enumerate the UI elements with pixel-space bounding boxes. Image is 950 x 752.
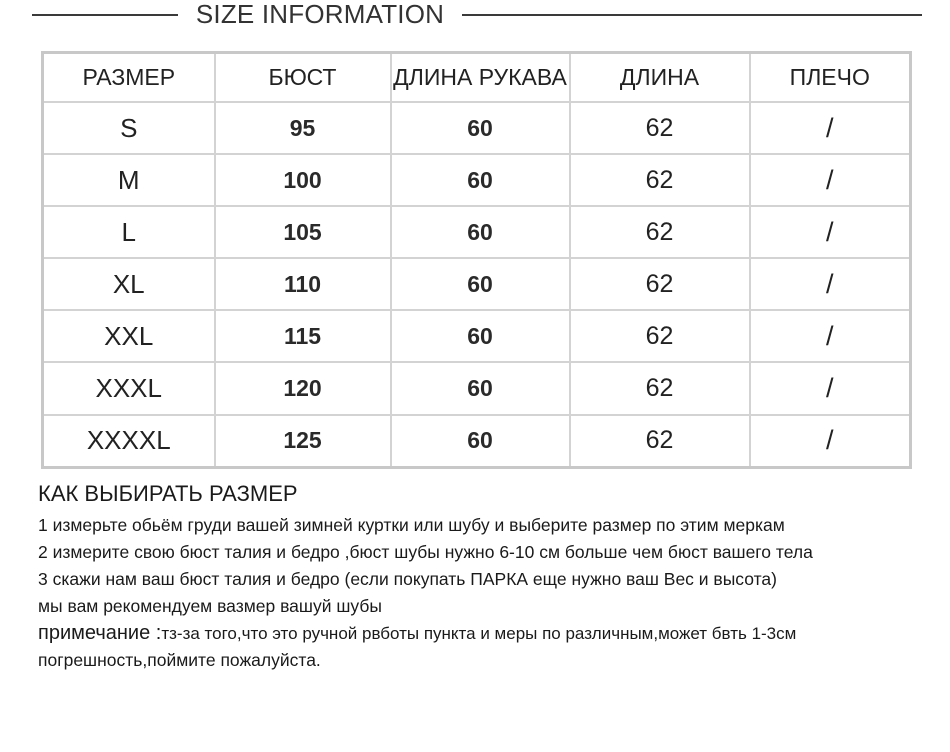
notes-step-1: 1 измерьте обьём груди вашей зимней куртки или шубу и выберите размер по этим меркам [38,515,785,535]
cell-size: S [43,102,215,154]
cell-length: 62 [570,415,750,468]
header-length: ДЛИНА [570,53,750,103]
cell-sleeve-length: 60 [391,362,570,414]
cell-shoulder: / [750,258,911,310]
cell-size: L [43,206,215,258]
cell-shoulder: / [750,310,911,362]
cell-sleeve-length: 60 [391,310,570,362]
cell-length: 62 [570,310,750,362]
notes-apology: погрешность,поймите пожалуйста. [38,650,321,670]
notes-step-2: 2 измерите свою бюст талия и бедро ,бюст шубы нужно 6-10 см больше чем бюст вашего тела [38,542,813,562]
table-row [43,154,911,206]
page-title: SIZE INFORMATION [195,0,445,29]
table-row [43,415,911,468]
notes-remark-text: тз-за того,что это ручной рвботы пункта и меры по различным,может бвть 1-3см [161,624,797,643]
header-bust: БЮСТ [215,53,391,103]
cell-sleeve-length: 60 [391,206,570,258]
cell-length: 62 [570,154,750,206]
cell-size: M [43,154,215,206]
title-divider-left [32,14,178,16]
cell-bust: 115 [215,310,391,362]
title-row [0,0,950,30]
cell-shoulder: / [750,415,911,468]
cell-bust: 95 [215,102,391,154]
cell-sleeve-length: 60 [391,154,570,206]
cell-sleeve-length: 60 [391,258,570,310]
cell-size: XXXL [43,362,215,414]
header-size: РАЗМЕР [43,53,215,103]
cell-size: XXXXL [43,415,215,468]
cell-shoulder: / [750,206,911,258]
size-table [41,51,912,469]
notes-recommendation: мы вам рекомендуем вазмер вашуй шубы [38,596,382,616]
cell-length: 62 [570,258,750,310]
cell-length: 62 [570,206,750,258]
table-row [43,310,911,362]
notes-heading: КАК ВЫБИРАТЬ РАЗМЕР [38,481,298,506]
title-divider-right [462,14,922,16]
cell-bust: 120 [215,362,391,414]
cell-shoulder: / [750,102,911,154]
cell-length: 62 [570,102,750,154]
cell-bust: 125 [215,415,391,468]
size-guide-notes [38,480,938,674]
notes-remark-label: примечание : [38,622,162,644]
table-header-row [43,53,911,103]
table-row [43,206,911,258]
cell-sleeve-length: 60 [391,415,570,468]
notes-remark [38,620,938,647]
table-row [43,102,911,154]
cell-shoulder: / [750,154,911,206]
cell-length: 62 [570,362,750,414]
notes-step-3: 3 скажи нам ваш бюст талия и бедро (если покупать ПАРКА еще нужно ваш Вес и высота) [38,569,777,589]
cell-shoulder: / [750,362,911,414]
cell-bust: 110 [215,258,391,310]
cell-size: XXL [43,310,215,362]
header-sleeve-length: ДЛИНА РУКАВА [391,53,570,103]
cell-size: XL [43,258,215,310]
header-shoulder: ПЛЕЧО [750,53,911,103]
cell-sleeve-length: 60 [391,102,570,154]
cell-bust: 105 [215,206,391,258]
table-row [43,362,911,414]
table-row [43,258,911,310]
cell-bust: 100 [215,154,391,206]
